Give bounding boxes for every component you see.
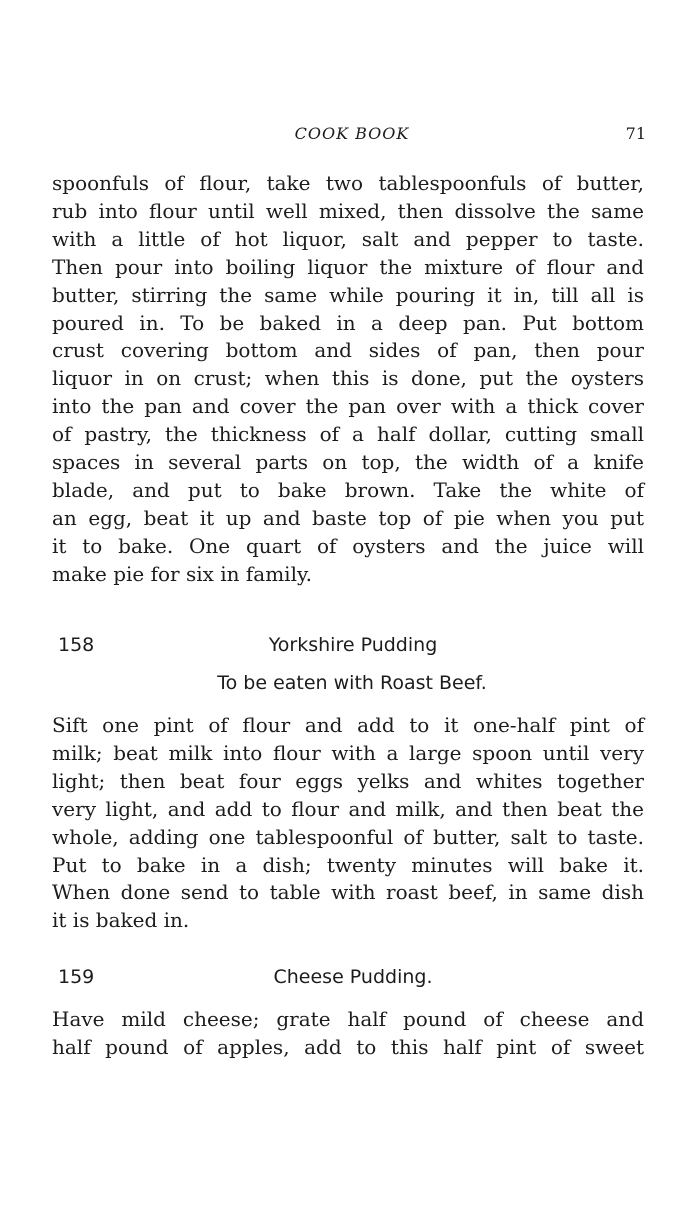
text-line: Have mild cheese; grate half pound of cheese and: [52, 1007, 644, 1031]
recipe-number: 158: [58, 634, 95, 656]
text-line: light; then beat four eggs yelks and whites together: [52, 768, 644, 793]
page-number: 71: [625, 124, 646, 143]
running-title: COOK BOOK: [294, 124, 410, 143]
recipe-title: Cheese Pudding.: [273, 966, 433, 988]
text-line: blade, and put to bake brown. Take the white of: [52, 477, 644, 502]
text-line: milk; beat milk into flour with a large spoon until very: [52, 740, 644, 765]
text-line: half pound of apples, add to this half pint of sweet: [52, 1034, 644, 1059]
text-line: whole, adding one tablespoonful of butter, salt to taste.: [52, 824, 644, 849]
text-line: spaces in several parts on top, the width of a knife: [52, 450, 644, 475]
recipe-heading-159: [58, 966, 648, 994]
text-line: liquor in on crust; when this is done, put the oysters: [52, 366, 644, 391]
text-line: into the pan and cover the pan over with a thick cover: [52, 394, 644, 419]
text-line: Put to bake in a dish; twenty minutes will bake it.: [52, 852, 644, 877]
text-line: make pie for six in family.: [52, 561, 312, 586]
continuation-paragraph: [52, 170, 644, 589]
text-line: Sift one pint of flour and add to it one-half pint of: [52, 713, 644, 737]
recipe-number: 159: [58, 966, 95, 988]
text-line: with a little of hot liquor, salt and pepper to taste.: [52, 226, 644, 251]
text-line: an egg, beat it up and baste top of pie when you put: [52, 505, 644, 530]
recipe-heading-158: [58, 634, 648, 662]
recipe-body-158: [52, 712, 644, 935]
text-line: rub into flour until well mixed, then dissolve the same: [52, 198, 644, 223]
text-line: Then pour into boiling liquor the mixture of flour and: [52, 254, 644, 279]
text-line: butter, stirring the same while pouring it in, till all is: [52, 282, 644, 307]
text-line: very light, and add to flour and milk, and then beat the: [52, 796, 644, 821]
text-line: it is baked in.: [52, 908, 190, 933]
page-header: [52, 124, 652, 150]
text-line: poured in. To be baked in a deep pan. Put bottom: [52, 310, 644, 335]
recipe-title: Yorkshire Pudding: [268, 634, 438, 656]
text-line: When done send to table with roast beef, in same dish: [52, 880, 644, 905]
text-line: of pastry, the thickness of a half dollar, cutting small: [52, 422, 644, 447]
text-line: crust covering bottom and sides of pan, then pour: [52, 338, 644, 363]
text-line: it to bake. One quart of oysters and the juice will: [52, 533, 644, 558]
text-line: spoonfuls of flour, take two tablespoonfuls of butter,: [52, 171, 644, 195]
recipe-subtitle: To be eaten with Roast Beef.: [217, 672, 487, 694]
recipe-body-159: [52, 1006, 644, 1062]
